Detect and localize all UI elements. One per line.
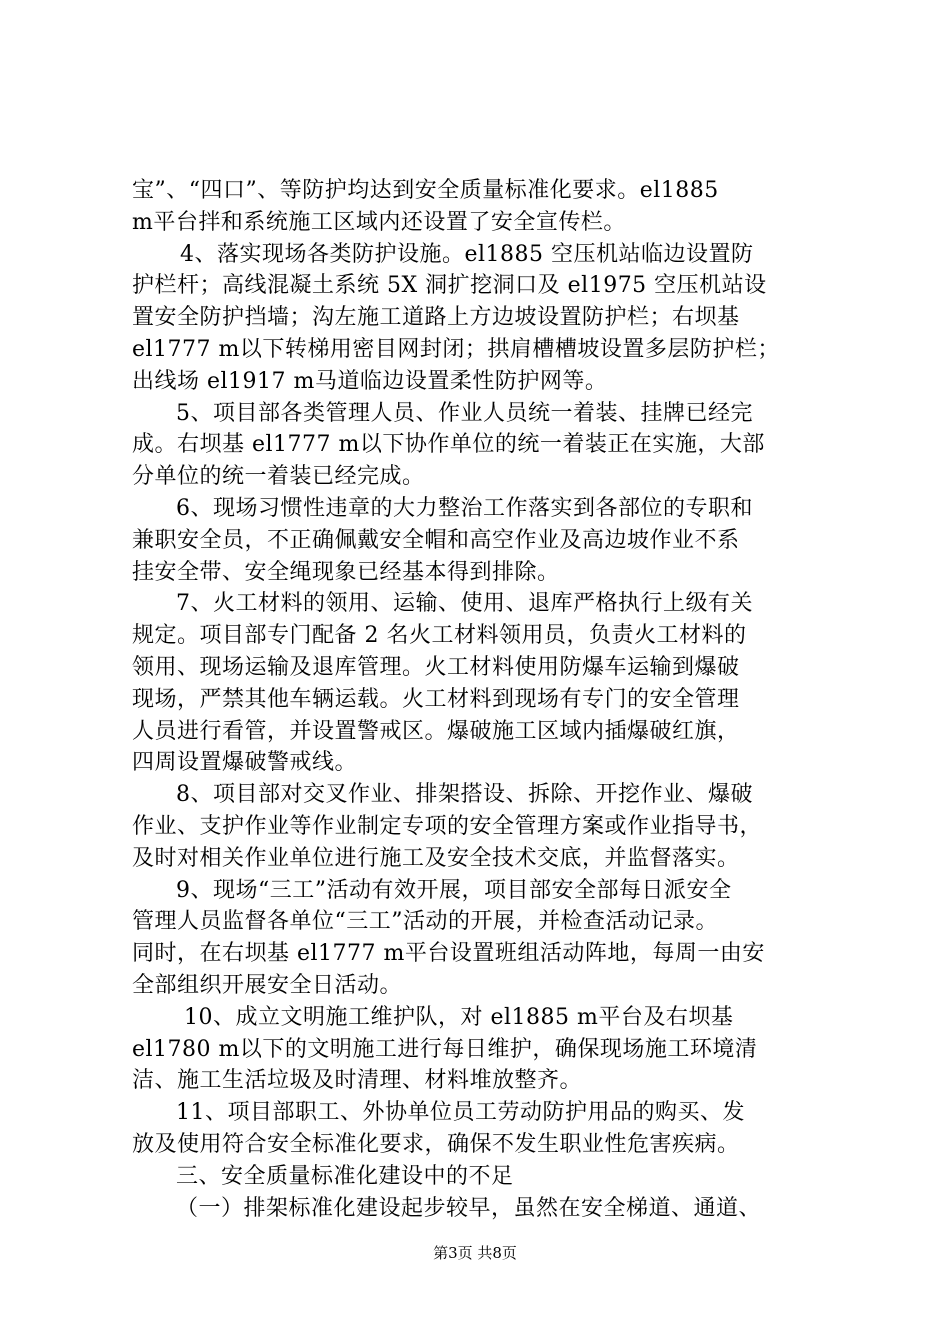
- text-line: 5、项目部各类管理人员、作业人员统一着装、挂牌已经完: [176, 400, 753, 426]
- text-line: 三、安全质量标准化建设中的不足: [176, 1163, 514, 1189]
- text-line: 领用、现场运输及退库管理。火工材料使用防爆车运输到爆破: [132, 654, 740, 680]
- text-line: 同时，在右坝基 el1777 m平台设置班组活动阵地，每周一由安: [132, 941, 765, 967]
- text-line: 出线场 el1917 m马道临边设置柔性防护网等。: [132, 368, 608, 394]
- text-line: 及时对相关作业单位进行施工及安全技术交底，并监督落实。: [132, 845, 740, 871]
- text-line: 宝”、“四口”、等防护均达到安全质量标准化要求。el1885: [132, 178, 719, 203]
- text-line: 6、现场习惯性违章的大力整治工作落实到各部位的专职和: [176, 495, 753, 521]
- text-line: 洁、施工生活垃圾及时清理、材料堆放整齐。: [132, 1068, 583, 1094]
- text-line: 放及使用符合安全标准化要求，确保不发生职业性危害疾病。: [132, 1131, 740, 1157]
- text-line: 四周设置爆破警戒线。: [132, 750, 358, 776]
- text-line: 7、火工材料的领用、运输、使用、退库严格执行上级有关: [176, 591, 753, 617]
- text-line: 作业、支护作业等作业制定专项的安全管理方案或作业指导书，: [132, 813, 763, 839]
- text-line: 兼职安全员，不正确佩戴安全帽和高空作业及高边坡作业不系: [132, 527, 740, 553]
- text-line: el1780 m以下的文明施工进行每日维护，确保现场施工环境清: [132, 1036, 758, 1062]
- text-line: 现场，严禁其他车辆运载。火工材料到现场有专门的安全管理: [132, 686, 740, 712]
- text-line: 分单位的统一着装已经完成。: [132, 464, 425, 490]
- text-line: 11、项目部职工、外协单位员工劳动防护用品的购买、发: [176, 1100, 745, 1126]
- text-line: 挂安全带、安全绳现象已经基本得到排除。: [132, 559, 560, 585]
- text-line: 9、现场“三工”活动有效开展，项目部安全部每日派安全: [176, 877, 732, 903]
- text-line: 10、成立文明施工维护队，对 el1885 m平台及右坝基: [184, 1004, 734, 1030]
- text-line: 护栏杆；高线混凝土系统 5X 洞扩挖洞口及 el1975 空压机站设: [132, 273, 767, 299]
- text-line: m平台拌和系统施工区域内还设置了安全宣传栏。: [132, 209, 626, 235]
- text-line: 管理人员监督各单位“三工”活动的开展，并检查活动记录。: [132, 909, 718, 935]
- text-line: el1777 m以下转梯用密目网封闭；拱肩槽槽坡设置多层防护栏；: [132, 336, 780, 362]
- text-line: 全部组织开展安全日活动。: [132, 972, 403, 998]
- text-line: 成。右坝基 el1777 m以下协作单位的统一着装正在实施，大部: [132, 432, 765, 458]
- text-line: （一）排架标准化建设起步较早，虽然在安全梯道、通道、: [176, 1195, 762, 1221]
- body-text: [132, 175, 832, 1224]
- page-footer: 第3页 共8页: [433, 1244, 517, 1262]
- text-line: 规定。项目部专门配备 2 名火工材料领用员，负责火工材料的: [132, 623, 747, 649]
- text-line: 人员进行看管，并设置警戒区。爆破施工区域内插爆破红旗，: [132, 718, 740, 744]
- text-line: 置安全防护挡墙；沟左施工道路上方边坡设置防护栏；右坝基: [132, 305, 740, 331]
- text-line: 8、项目部对交叉作业、排架搭设、拆除、开挖作业、爆破: [176, 782, 753, 808]
- text-line: 4、落实现场各类防护设施。el1885 空压机站临边设置防: [180, 241, 754, 267]
